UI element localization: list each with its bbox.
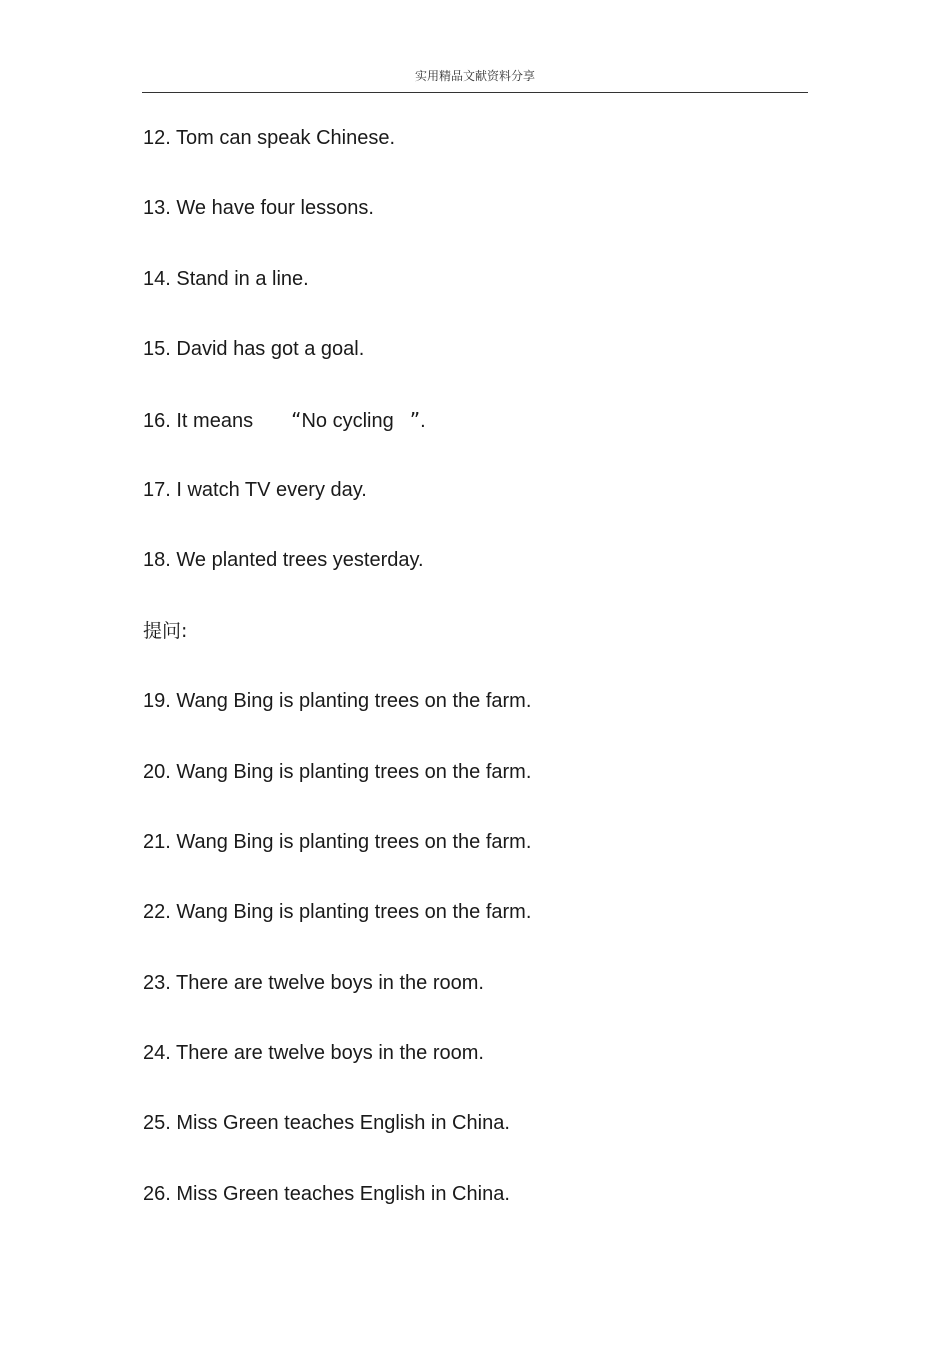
section-label: 提问: bbox=[143, 619, 188, 642]
close-quote: ” bbox=[409, 407, 421, 432]
list-item-16 bbox=[143, 406, 803, 476]
list-item bbox=[143, 1039, 803, 1109]
item-number: 22. bbox=[143, 901, 171, 924]
list-item bbox=[143, 758, 803, 828]
list-item bbox=[143, 687, 803, 757]
item-number: 25. bbox=[143, 1112, 171, 1135]
item-text: We planted trees yesterday. bbox=[176, 549, 424, 572]
item-text-pre: It means bbox=[176, 409, 254, 432]
item-number: 23. bbox=[143, 971, 171, 994]
list-item bbox=[143, 546, 803, 616]
list-item bbox=[143, 828, 803, 898]
item-text: There are twelve boys in the room. bbox=[176, 1042, 484, 1065]
item-number: 21. bbox=[143, 830, 171, 853]
exercise-list bbox=[143, 124, 803, 1250]
list-item bbox=[143, 898, 803, 968]
list-item bbox=[143, 194, 803, 264]
item-number: 12. bbox=[143, 127, 171, 149]
item-number: 24. bbox=[143, 1042, 171, 1065]
item-number: 26. bbox=[143, 1182, 171, 1205]
open-quote: “ bbox=[291, 407, 302, 432]
quoted-text: No cycling bbox=[301, 409, 394, 432]
item-text: Wang Bing is planting trees on the farm. bbox=[176, 830, 532, 853]
item-number: 15. bbox=[143, 338, 171, 361]
item-number: 20. bbox=[143, 760, 171, 783]
item-text: Wang Bing is planting trees on the farm. bbox=[176, 690, 532, 713]
item-text: Stand in a line. bbox=[176, 267, 309, 290]
item-text: Miss Green teaches English in China. bbox=[176, 1112, 510, 1135]
item-end: . bbox=[420, 409, 426, 432]
item-number: 18. bbox=[143, 549, 171, 572]
list-item bbox=[143, 1109, 803, 1179]
item-number: 13. bbox=[143, 197, 171, 220]
item-text: There are twelve boys in the room. bbox=[176, 971, 484, 994]
item-number: 17. bbox=[143, 478, 171, 501]
item-number: 19. bbox=[143, 690, 171, 713]
item-text: We have four lessons. bbox=[176, 197, 374, 220]
list-item bbox=[143, 265, 803, 335]
page-header bbox=[142, 64, 808, 93]
header-title: 实用精品文献资料分享 bbox=[414, 69, 535, 83]
item-text: Wang Bing is planting trees on the farm. bbox=[176, 901, 532, 924]
item-number: 14. bbox=[143, 267, 171, 290]
list-item bbox=[143, 335, 803, 405]
item-text: Wang Bing is planting trees on the farm. bbox=[176, 760, 532, 783]
item-number: 16. bbox=[143, 409, 171, 432]
item-text: David has got a goal. bbox=[176, 338, 365, 361]
item-text: Miss Green teaches English in China. bbox=[176, 1182, 510, 1205]
item-text: Tom can speak Chinese. bbox=[176, 127, 396, 149]
item-text: I watch TV every day. bbox=[176, 478, 367, 501]
list-item bbox=[143, 476, 803, 546]
list-item bbox=[143, 1180, 803, 1250]
list-item bbox=[143, 969, 803, 1039]
list-item bbox=[143, 124, 803, 194]
